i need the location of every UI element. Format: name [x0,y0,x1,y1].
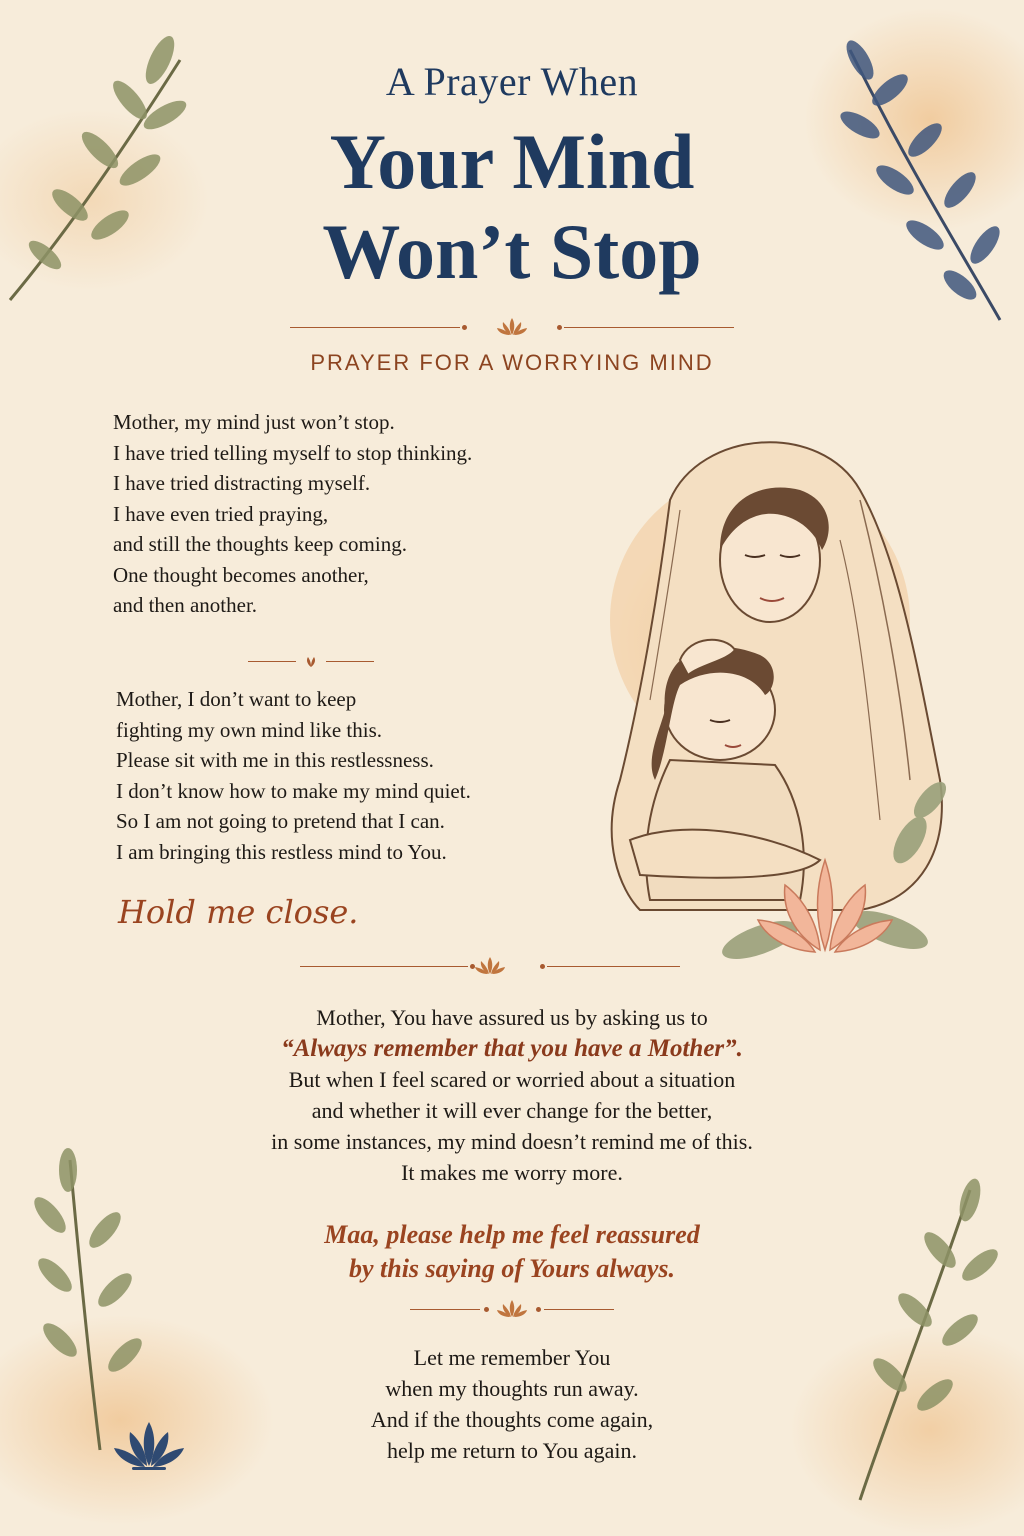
stanza-4 [0,1342,1024,1466]
title-line-2: Your Mind [329,118,695,205]
stanza-line: And if the thoughts come again, [370,1407,654,1432]
plea-line: Maa, please help me feel reassured [324,1220,700,1249]
small-lotus-icon [497,318,527,336]
hold-me-close-text: Hold me close. [118,893,359,931]
title-line-1: A Prayer When [385,59,639,104]
small-sprout-icon [304,655,318,669]
stanza-line: when my thoughts run away. [385,1376,639,1401]
stanza-line: Mother, my mind just won’t stop. [113,410,395,434]
plea-line: by this saying of Yours always. [348,1254,675,1283]
stanza-line: Mother, I don’t want to keep [116,687,357,711]
plea [0,1218,1024,1286]
stanza-line: So I am not going to pretend that I can. [116,809,445,833]
stanza-line: help me return to You again. [387,1438,637,1463]
title-line-3: Won’t Stop [322,208,702,295]
stanza-2 [116,684,471,867]
stanza-line: But when I feel scared or worried about a situation [288,1067,736,1092]
stanza-line: I don’t know how to make my mind quiet. [116,778,471,803]
stanza-line: and still the thoughts keep coming. [113,532,407,556]
mother-quote: “Always remember that you have a Mother”. [281,1035,743,1062]
stanza-line: and then another. [113,593,258,617]
subtitle: PRAYER FOR A WORRYING MIND [310,350,714,375]
title-divider [290,318,734,338]
stanza-line: Mother, You have assured us by asking us to [316,1005,708,1030]
lower-divider [410,1300,614,1320]
stanza-line: One thought becomes another, [113,562,369,587]
stanza-line: Let me remember You [413,1345,611,1370]
stanza-line: I have tried telling myself to stop thinking. [113,440,473,465]
middle-divider [300,957,680,977]
stanza-line: in some instances, my mind doesn’t remind me of this. [271,1129,753,1154]
stanza-line: I have even tried praying, [113,501,329,526]
stanza-line: It makes me worry more. [401,1160,623,1185]
small-lotus-icon [475,957,505,975]
stanza-divider [248,652,374,672]
small-lotus-icon [497,1300,527,1318]
stanza-line: Please sit with me in this restlessness. [116,748,434,772]
stanza-line: I am bringing this restless mind to You. [116,839,447,864]
mother-child-illustration [560,420,960,980]
stanza-line: fighting my own mind like this. [116,717,382,742]
stanza-line: I have tried distracting myself. [113,471,371,495]
stanza-3 [0,1002,1024,1188]
stanza-line: and whether it will ever change for the better, [311,1098,713,1123]
stanza-1 [113,407,472,621]
